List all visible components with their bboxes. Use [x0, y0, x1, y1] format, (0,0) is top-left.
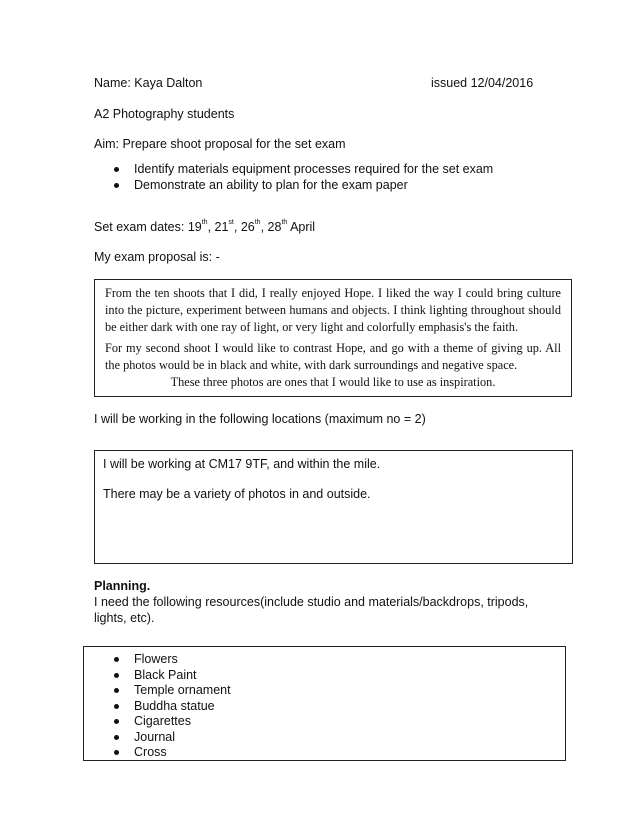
- planning-heading: Planning.: [94, 579, 151, 593]
- planning-text-line-2: lights, etc).: [94, 611, 155, 625]
- locations-label: I will be working in the following locations (maximum no = 2): [94, 412, 426, 426]
- proposal-box: [94, 279, 572, 397]
- list-item: Buddha statue: [108, 699, 231, 715]
- proposal-paragraph-1: From the ten shoots that I did, I really enjoyed Hope. I liked the way I could bring culture into the picture, experiment between humans and objects. I think lighting throughout should be either dark with one ray of light, or very light and colorfully emphasis's the faith.: [105, 286, 561, 334]
- aim-text: Aim: Prepare shoot proposal for the set exam: [94, 137, 346, 151]
- aim-bullet-list: [108, 162, 493, 193]
- exam-dates: Set exam dates: 19th, 21st, 26th, 28th April: [94, 219, 316, 234]
- issued-date: issued 12/04/2016: [431, 76, 534, 90]
- proposal-label: My exam proposal is: -: [94, 250, 220, 264]
- list-item: Flowers: [108, 652, 231, 668]
- list-item: Cigarettes: [108, 714, 231, 730]
- locations-box: [94, 450, 573, 564]
- locations-line-1: I will be working at CM17 9TF, and within the mile.: [103, 457, 381, 471]
- locations-line-2: There may be a variety of photos in and outside.: [103, 487, 371, 501]
- list-item: Identify materials equipment processes required for the set exam: [108, 162, 493, 178]
- audience-text: A2 Photography students: [94, 107, 235, 121]
- student-name: Name: Kaya Dalton: [94, 76, 203, 90]
- resources-box: [83, 646, 566, 761]
- list-item: Temple ornament: [108, 683, 231, 699]
- resources-list: [108, 652, 231, 761]
- list-item: Black Paint: [108, 668, 231, 684]
- list-item: Journal: [108, 730, 231, 746]
- proposal-paragraph-2: For my second shoot I would like to contrast Hope, and go with a theme of giving up. All the photos would be in black and white, with dark surroundings and negative space.: [105, 341, 561, 373]
- list-item: Cross: [108, 745, 231, 761]
- list-item: Demonstrate an ability to plan for the exam paper: [108, 178, 493, 194]
- proposal-paragraph-3: These three photos are ones that I would like to use as inspiration.: [170, 374, 496, 389]
- planning-text-line-1: I need the following resources(include studio and materials/backdrops, tripods,: [94, 595, 529, 609]
